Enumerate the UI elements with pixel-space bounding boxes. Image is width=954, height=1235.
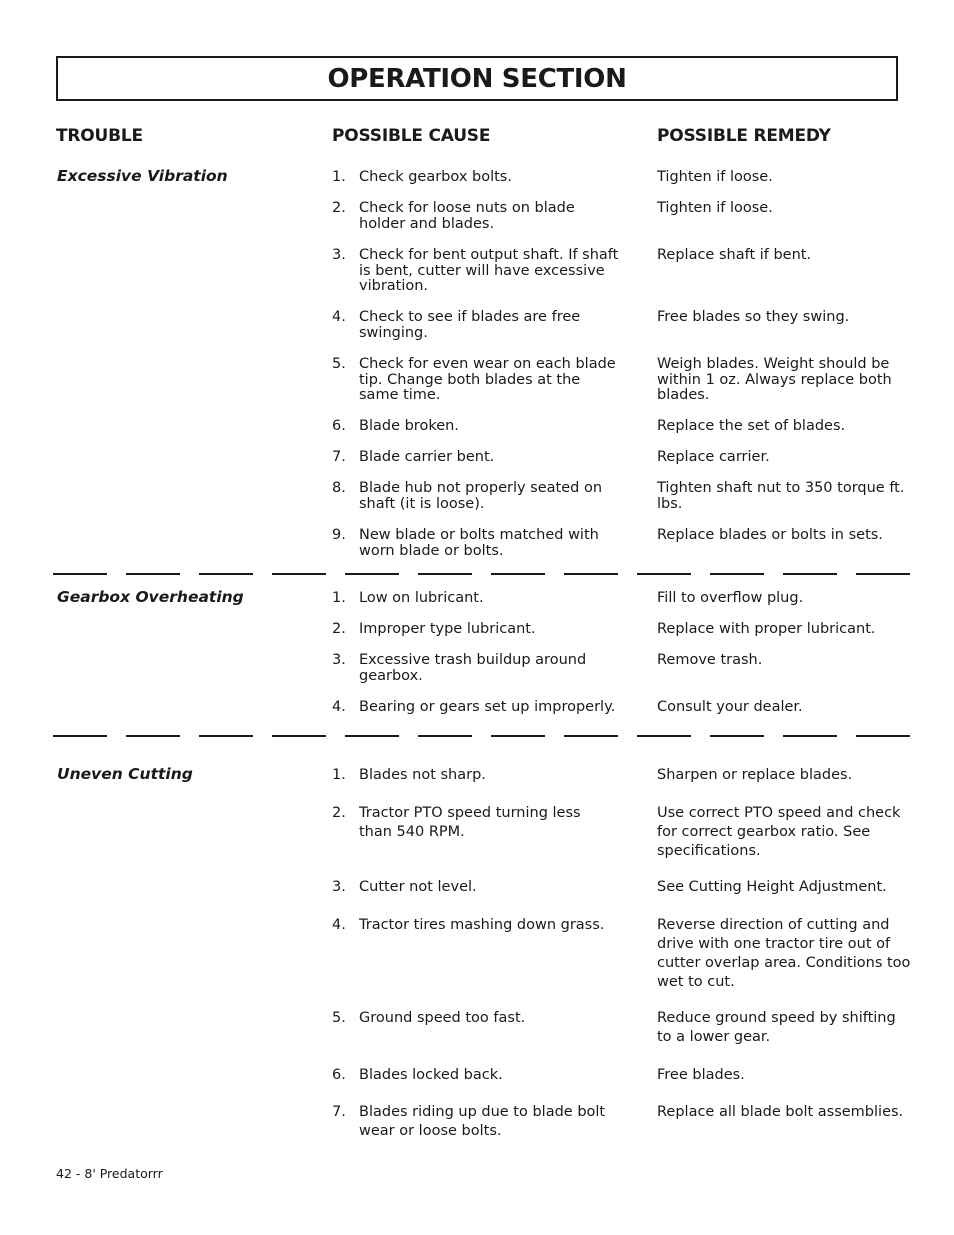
cause-number: 6. bbox=[332, 418, 346, 434]
cause-number: 7. bbox=[332, 1104, 346, 1120]
cause-text: Check for loose nuts on blade holder and blades. bbox=[359, 200, 575, 232]
remedy-text: Tighten if loose. bbox=[657, 200, 773, 216]
trouble-label: Gearbox Overheating bbox=[57, 588, 244, 606]
remedy-text: Tighten shaft nut to 350 torque ft. lbs. bbox=[657, 480, 905, 512]
remedy-text: Weigh blades. Weight should be within 1 oz. Always replace both blades. bbox=[657, 356, 892, 403]
header-cause: POSSIBLE CAUSE bbox=[332, 126, 491, 146]
cause-number: 3. bbox=[332, 652, 346, 668]
remedy-text: Consult your dealer. bbox=[657, 699, 803, 715]
remedy-text: Use correct PTO speed and check for correct gearbox ratio. See specifications. bbox=[657, 805, 901, 859]
cause-number: 4. bbox=[332, 917, 346, 933]
cause-number: 6. bbox=[332, 1067, 346, 1083]
cause-text: Blade carrier bent. bbox=[359, 449, 495, 465]
remedy-text: Replace carrier. bbox=[657, 449, 770, 465]
cause-number: 4. bbox=[332, 309, 346, 325]
cause-text: Check to see if blades are free swinging. bbox=[359, 309, 581, 341]
header-trouble: TROUBLE bbox=[56, 126, 143, 146]
remedy-text: Sharpen or replace blades. bbox=[657, 767, 853, 783]
remedy-text: Replace with proper lubricant. bbox=[657, 621, 876, 637]
cause-text: Low on lubricant. bbox=[359, 590, 484, 606]
remedy-text: Reduce ground speed by shifting to a lower gear. bbox=[657, 1010, 896, 1045]
remedy-text: Replace blades or bolts in sets. bbox=[657, 527, 883, 543]
cause-number: 2. bbox=[332, 805, 346, 821]
remedy-text: Tighten if loose. bbox=[657, 169, 773, 185]
cause-number: 2. bbox=[332, 200, 346, 216]
cause-text: Bearing or gears set up improperly. bbox=[359, 699, 616, 715]
cause-text: Excessive trash buildup around gearbox. bbox=[359, 652, 587, 684]
cause-text: Blades riding up due to blade bolt wear or loose bolts. bbox=[359, 1104, 606, 1139]
cause-text: Check for even wear on each blade tip. Change both blades at the same time. bbox=[359, 356, 616, 403]
page-title: OPERATION SECTION bbox=[327, 63, 627, 94]
cause-text: Tractor PTO speed turning less than 540 RPM. bbox=[359, 805, 581, 840]
cause-number: 3. bbox=[332, 247, 346, 263]
section-divider bbox=[53, 573, 911, 575]
cause-text: Ground speed too fast. bbox=[359, 1010, 526, 1026]
cause-text: Check for bent output shaft. If shaft is bent, cutter will have excessive vibration. bbox=[359, 247, 619, 294]
cause-number: 1. bbox=[332, 590, 346, 606]
title-box bbox=[56, 56, 898, 101]
cause-number: 2. bbox=[332, 621, 346, 637]
trouble-label: Uneven Cutting bbox=[57, 765, 193, 783]
cause-number: 5. bbox=[332, 1010, 346, 1026]
remedy-text: Replace shaft if bent. bbox=[657, 247, 812, 263]
cause-number: 8. bbox=[332, 480, 346, 496]
cause-number: 7. bbox=[332, 449, 346, 465]
remedy-text: Free blades. bbox=[657, 1067, 745, 1083]
cause-number: 9. bbox=[332, 527, 346, 543]
remedy-text: See Cutting Height Adjustment. bbox=[657, 879, 887, 895]
cause-number: 4. bbox=[332, 699, 346, 715]
header-remedy: POSSIBLE REMEDY bbox=[657, 126, 831, 146]
remedy-text: Replace the set of blades. bbox=[657, 418, 846, 434]
cause-number: 1. bbox=[332, 169, 346, 185]
remedy-text: Fill to overflow plug. bbox=[657, 590, 804, 606]
cause-number: 5. bbox=[332, 356, 346, 372]
remedy-text: Free blades so they swing. bbox=[657, 309, 850, 325]
cause-text: Check gearbox bolts. bbox=[359, 169, 512, 185]
cause-text: Tractor tires mashing down grass. bbox=[359, 917, 605, 933]
cause-number: 1. bbox=[332, 767, 346, 783]
remedy-text: Remove trash. bbox=[657, 652, 763, 668]
remedy-text: Replace all blade bolt assemblies. bbox=[657, 1104, 904, 1120]
section-divider bbox=[53, 735, 911, 737]
cause-text: Cutter not level. bbox=[359, 879, 477, 895]
cause-text: New blade or bolts matched with worn blade or bolts. bbox=[359, 527, 599, 559]
cause-text: Blade broken. bbox=[359, 418, 459, 434]
cause-number: 3. bbox=[332, 879, 346, 895]
trouble-label: Excessive Vibration bbox=[57, 167, 228, 185]
page-footer: 42 - 8' Predatorrr bbox=[56, 1166, 163, 1181]
cause-text: Blades not sharp. bbox=[359, 767, 486, 783]
cause-text: Blade hub not properly seated on shaft (it is loose). bbox=[359, 480, 603, 512]
cause-text: Blades locked back. bbox=[359, 1067, 503, 1083]
remedy-text: Reverse direction of cutting and drive with one tractor tire out of cutter overlap area. Conditions too wet to cut. bbox=[657, 917, 911, 990]
cause-text: Improper type lubricant. bbox=[359, 621, 536, 637]
